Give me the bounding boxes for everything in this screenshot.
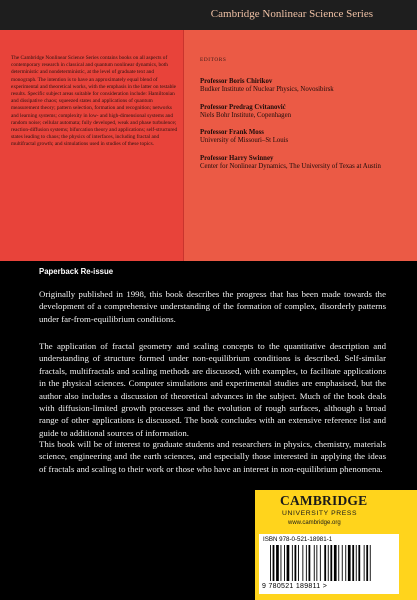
editors-heading: EDITORS (200, 57, 227, 63)
series-header-bar (0, 0, 417, 30)
blurb-paragraph: The application of fractal geometry and scaling concepts to the quantitative description and understanding of structure formed under non-equilibrium conditions is described. Self-similar fractals, multifractals and scaling methods are discussed, with examples, to facilitate applications in the physical sciences. Computer simulations and experimental studies are emphasised, but the author also includes a discussion of theoretical advances in the subject. Much of the book deals with diffusion-limited growth processes and the evolution of rough surfaces, although a broad range of other applications is discussed. The book concludes with an extensive reference list and guide to additional sources of information. (39, 341, 386, 438)
editor-institution: Niels Bohr Institute, Copenhagen (200, 111, 291, 119)
series-description: The Cambridge Nonlinear Science Series contains books on all aspects of contemporary research in classical and quantum nonlinear dynamics, both deterministic and nondeterministic, at the level of graduate text and monograph. The intention is to have an approximately equal blend of experimental and theoretical works, with the emphasis in the latter on testable results. Specific subject areas suitable for consideration include: Hamiltonian and dissipative chaos; squeezed states and applications of quantum measurement theory; pattern selection, formation and recognition; networks and learning systems; complexity in low- and high-dimensional systems and random noise; cellular automata; fully developed, weak and phase turbulence; reaction-diffusion systems; bifurcation theory and applications; self-structured states leading to chaos; the physics of interfaces, including fractal and multifractal growth; and simulations used in studies of these topics. (11, 55, 178, 148)
publisher-url: www.cambridge.org (288, 520, 341, 526)
editor-institution: Budker Institute of Nuclear Physics, Novosibirsk (200, 86, 334, 93)
barcode-graphic (268, 545, 388, 581)
editor-name: Professor Frank Moss (200, 129, 264, 136)
editor-institution: Center for Nonlinear Dynamics, The University of Texas at Austin (200, 162, 381, 170)
reissue-label: Paperback Re-issue (39, 267, 114, 276)
editor-entry (200, 77, 410, 95)
barcode-digits: 9 780521 189811 > (262, 583, 328, 590)
editor-name: Professor Predrag Cvitanović (200, 103, 286, 111)
editor-entry (200, 103, 410, 121)
editor-name: Professor Harry Swinney (200, 154, 274, 162)
isbn-text: ISBN 978-0-521-18981-1 (263, 536, 333, 543)
editors-list (200, 77, 410, 179)
editor-institution: University of Missouri–St Louis (200, 137, 289, 144)
blurb-paragraph: This book will be of interest to graduate students and researchers in physics, chemistry, materials science, engineering and the earth sciences, and especially those interested in applying the ideas of fractals and scaling to their work or those who have an interest in non-equilibrium phenomena. (39, 439, 386, 474)
panel-divider (183, 30, 184, 261)
publisher-name: CAMBRIDGE (280, 493, 368, 508)
series-title: Cambridge Nonlinear Science Series (210, 8, 373, 20)
editor-entry (200, 154, 410, 172)
publisher-press: UNIVERSITY PRESS (282, 510, 358, 517)
blurb-paragraph: Originally published in 1998, this book describes the progress that has been made towards the development of a comprehensive understanding of the formation of complex, disorderly patterns under far-from-equilibrium conditions. (39, 289, 386, 324)
editor-entry (200, 128, 410, 146)
editor-name: Professor Boris Chirikov (200, 78, 273, 85)
